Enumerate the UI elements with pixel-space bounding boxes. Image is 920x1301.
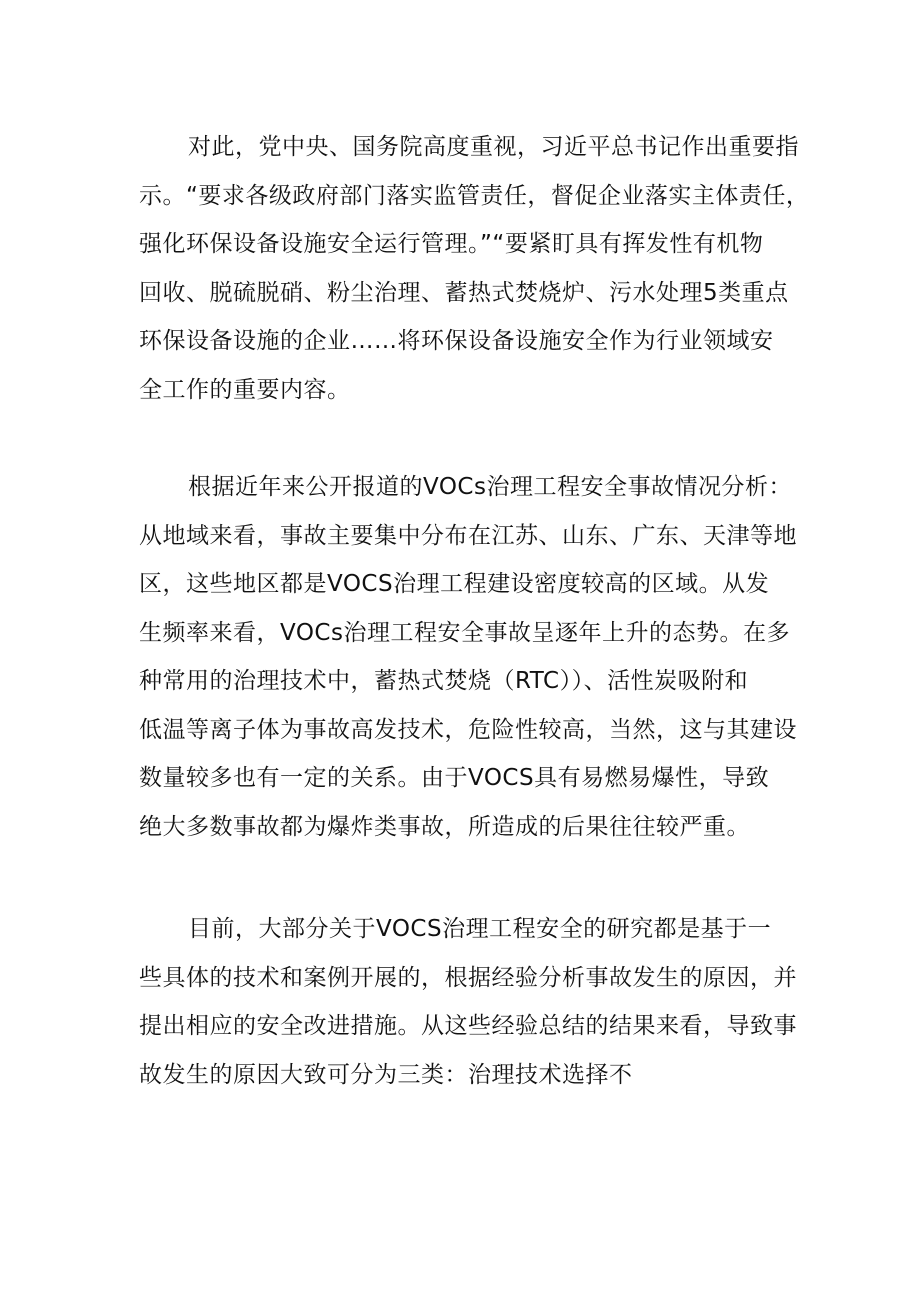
text-line: 回收、脱硫脱硝、粉尘治理、蓄热式焚烧炉、污水处理5类重点 — [139, 279, 789, 306]
text-line: 故发生的原因大致可分为三类：治理技术选择不 — [139, 1061, 633, 1088]
paragraph-2 — [139, 463, 797, 851]
text-line: 些具体的技术和案例开展的，根据经验分析事故发生的原因，并 — [139, 964, 797, 991]
text-line: 环保设备设施的企业……将环保设备设施安全作为行业领域安 — [139, 328, 774, 354]
paragraph-1 — [139, 123, 809, 414]
text-line: 提出相应的安全改进措施。从这些经验总结的结果来看，导致事 — [139, 1013, 797, 1039]
text-line: 强化环保设备设施安全运行管理。”“要紧盯具有挥发性有机物 — [139, 231, 764, 257]
text-line: 生频率来看，VOCs治理工程安全事故呈逐年上升的态势。在多 — [139, 619, 790, 646]
text-line: 根据近年来公开报道的VOCs治理工程安全事故情况分析： — [188, 474, 792, 500]
text-line: 示。“要求各级政府部门落实监管责任，督促企业落实主体责任， — [139, 182, 810, 209]
text-line: 种常用的治理技术中，蓄热式焚烧（RTC））、活性炭吸附和 — [139, 668, 749, 694]
text-line: 区，这些地区都是VOCS治理工程建设密度较高的区域。从发 — [139, 571, 770, 597]
text-line: 从地域来看，事故主要集中分布在江苏、山东、广东、天津等地 — [139, 522, 797, 549]
text-line: 低温等离子体为事故高发技术，危险性较高，当然，这与其建设 — [139, 716, 797, 743]
text-line: 目前，大部分关于VOCS治理工程安全的研究都是基于一 — [188, 916, 772, 942]
text-line: 全工作的重要内容。 — [139, 376, 351, 403]
paragraph-3 — [139, 905, 797, 1099]
text-line: 数量较多也有一定的关系。由于VOCS具有易燃易爆性，导致 — [139, 765, 770, 791]
text-line: 绝大多数事故都为爆炸类事故，所造成的后果往往较严重。 — [139, 813, 750, 840]
text-line: 对此，党中央、国务院高度重视，习近平总书记作出重要指 — [188, 134, 799, 160]
